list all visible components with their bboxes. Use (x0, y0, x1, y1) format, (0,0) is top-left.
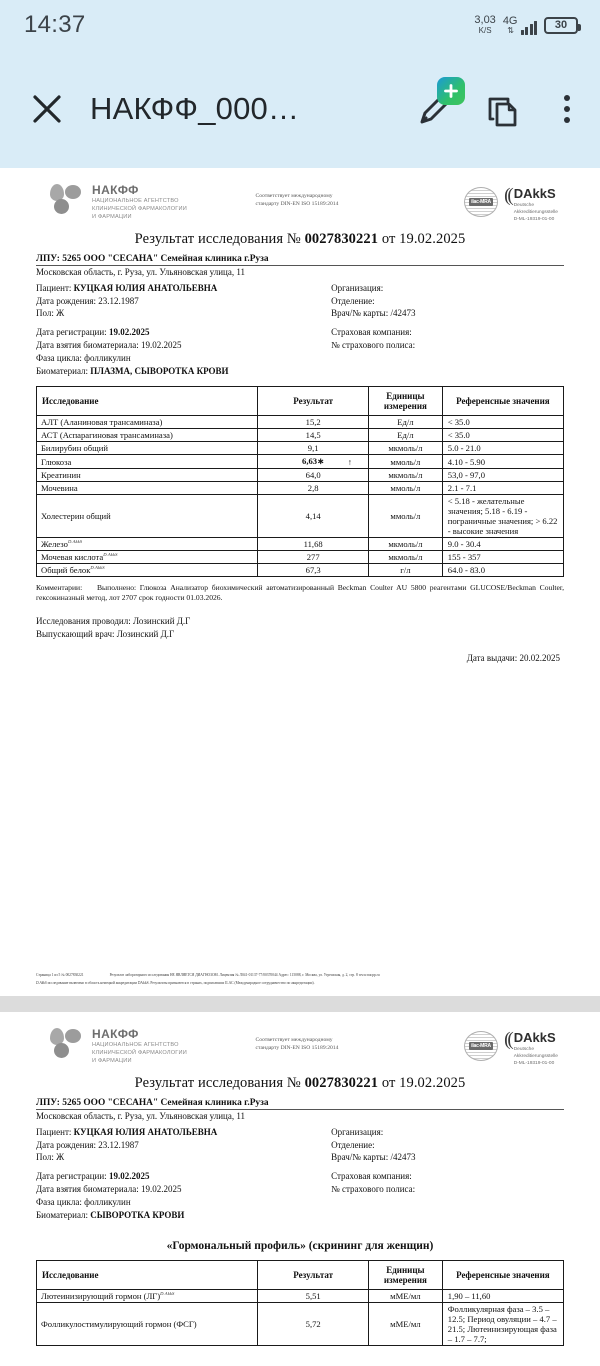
organization-row: Организация: (331, 282, 384, 293)
cell-study: АЛТ (Аланиновая трансаминаза) (37, 416, 258, 429)
document-viewer[interactable] (0, 168, 600, 1366)
dakks-sub-2: Akkreditierungsstelle (513, 210, 558, 216)
patient-row-2 (36, 1126, 321, 1139)
insurance-company-row: Страховая компания: (331, 327, 412, 338)
nakff-logo-icon (50, 184, 84, 214)
edit-button[interactable] (416, 89, 456, 129)
brand-subtitle-2: КЛИНИЧЕСКОЙ ФАРМАКОЛОГИИ (92, 206, 187, 213)
performers-block (36, 615, 564, 642)
cell-unit: мкмоль/л (369, 442, 443, 455)
cell-unit: ммоль/л (369, 482, 443, 495)
comments-label: Комментарии: (36, 583, 83, 593)
header-units-line-2-p2: измерения (383, 1275, 427, 1286)
network-type-label: 4G (502, 14, 518, 27)
birth-value-2: 23.12.1987 (98, 1139, 139, 1150)
sampling-row (36, 339, 321, 352)
cell-study: Глюкоза (37, 455, 258, 469)
department-row: Отделение: (331, 295, 375, 306)
network-speed-indicator (474, 15, 495, 35)
dakks-superscript: D.AkkS (90, 565, 105, 571)
birth-label-2: Дата рождения: (36, 1139, 97, 1150)
table-row (37, 538, 564, 551)
standard-note-line-1-p2: Соответствует международному (255, 1037, 333, 1043)
sex-label: Пол: (36, 308, 54, 319)
cell-reference: 1,90 – 11,60 (442, 1290, 563, 1303)
dakks-superscript: D.AkkS (160, 1291, 175, 1297)
cell-result: 67,3 (258, 564, 369, 577)
table-row (37, 442, 564, 455)
battery-level: 30 (554, 19, 568, 31)
cycle-phase-value-2: фолликулин (84, 1197, 131, 1208)
table-row (37, 495, 564, 538)
patient-info-right (321, 282, 564, 379)
sex-row (36, 307, 321, 320)
sampling-label: Дата взятия биоматериала: (36, 340, 139, 351)
brand-name-2: НАКФФ (92, 1027, 139, 1041)
department-row-2: Отделение: (331, 1139, 375, 1150)
dakks-logo-2 (504, 1031, 558, 1068)
signal-bars-icon (521, 21, 538, 35)
header-units-line-1: Единицы (386, 391, 425, 402)
table-row (37, 564, 564, 577)
page-header-2 (36, 1026, 564, 1068)
brand-subtitle-2-p2: КЛИНИЧЕСКОЙ ФАРМАКОЛОГИИ (92, 1050, 187, 1057)
data-arrows-icon: ⇅ (507, 25, 513, 35)
accreditation-marks (464, 187, 558, 224)
cell-reference: Фолликулярная фаза – 3.5 – 12.5; Период овуляции – 4.7 – 21.5; Лютеинизирующая фаза – 1.7 – 7.7; (442, 1303, 563, 1346)
cell-result: 5,72 (258, 1303, 369, 1346)
network-speed-value: 3,03 (474, 14, 496, 26)
insurance-company-row-2: Страховая компания: (331, 1171, 412, 1182)
biomaterial-label: Биоматериал: (36, 366, 89, 377)
cell-result: 277 (258, 551, 369, 564)
cell-study: Общий белок$^{D.AkkS}$ (37, 564, 258, 577)
report-title-suffix: от 19.02.2025 (381, 230, 466, 247)
copy-button[interactable] (484, 89, 524, 129)
document-page-2 (0, 1012, 600, 1366)
dakks-sub-3: D-ML-19319-01-00 (513, 217, 555, 223)
cell-study: Мочевина (37, 482, 258, 495)
insurance-policy-row: № страхового полиса: (331, 340, 416, 351)
cell-study: Креатинин (37, 469, 258, 482)
cell-result: 4,14 (258, 495, 369, 538)
cell-result: 5,51 (258, 1290, 369, 1303)
cell-reference: 53,0 - 97,0 (442, 469, 563, 482)
patient-info-block-2 (36, 1126, 564, 1223)
ilac-mra-label: ilac-MRA (471, 199, 491, 205)
cell-unit: ммоль/л (369, 455, 443, 469)
cell-reference: 64.0 - 83.0 (442, 564, 563, 577)
performed-by: Исследования проводил: Лозинский Д.Г (36, 615, 191, 626)
ilac-mra-icon (464, 187, 498, 217)
standard-compliance-note (256, 192, 396, 209)
close-icon[interactable] (28, 90, 66, 128)
cell-unit: мкмоль/л (369, 469, 443, 482)
patient-info-right-2 (321, 1126, 564, 1223)
cell-reference: 4.10 - 5.90 (442, 455, 563, 469)
patient-value-2: КУЦКАЯ ЮЛИЯ АНАТОЛЬЕВНА (73, 1126, 218, 1137)
cell-reference: 5.0 - 21.0 (442, 442, 563, 455)
doctor-card-row: Врач/№ карты: /42473 (331, 308, 416, 319)
brand-name: НАКФФ (92, 183, 139, 197)
cell-unit: мкмоль/л (369, 551, 443, 564)
cell-study: Холестерин общий (37, 495, 258, 538)
cell-reference: < 35.0 (442, 416, 563, 429)
sampling-row-2 (36, 1183, 321, 1196)
brand-subtitle-3: И ФАРМАЦИИ (92, 213, 132, 220)
patient-row (36, 282, 321, 295)
sex-value: Ж (56, 308, 65, 319)
table-row (37, 469, 564, 482)
cell-study: Фолликулостимулирующий гормон (ФСГ) (37, 1303, 258, 1346)
sex-label-2: Пол: (36, 1152, 54, 1163)
cell-unit: мМЕ/мл (369, 1290, 443, 1303)
cell-reference: 9.0 - 30.4 (442, 538, 563, 551)
registration-label: Дата регистрации: (36, 327, 107, 338)
footer-page-number: Страница 1 из 5 № 0027830221 (36, 973, 84, 978)
brand-subtitle-3-p2: И ФАРМАЦИИ (92, 1057, 132, 1064)
cell-reference: 155 - 357 (442, 551, 563, 564)
cell-unit: Ед/л (369, 416, 443, 429)
cell-unit: г/л (369, 564, 443, 577)
nakff-logo-2 (50, 1028, 187, 1066)
biomaterial-label-2: Биоматериал: (36, 1210, 89, 1221)
cell-reference: 2.1 - 7.1 (442, 482, 563, 495)
report-title-2 (36, 1075, 564, 1092)
cell-study: Железо$^{D.AkkS}$ (37, 538, 258, 551)
cell-unit: мкмоль/л (369, 538, 443, 551)
results-table-body-2 (37, 1290, 564, 1346)
patient-info-left (36, 282, 321, 379)
cell-result: 14,5 (258, 429, 369, 442)
dakks-sub-2-p2: Akkreditierungsstelle (513, 1054, 558, 1060)
cell-result: 2,8 (258, 482, 369, 495)
brand-subtitle-1: НАЦИОНАЛЬНОЕ АГЕНТСТВО (92, 198, 179, 205)
cell-reference: < 35.0 (442, 429, 563, 442)
sampling-label-2: Дата взятия биоматериала: (36, 1184, 139, 1195)
results-table-body-1 (37, 416, 564, 577)
cell-result: 9,1 (258, 442, 369, 455)
cycle-phase-row (36, 352, 321, 365)
add-badge-icon (437, 77, 465, 105)
birth-row (36, 295, 321, 308)
header-result-2: Результат (258, 1261, 369, 1290)
copy-icon (484, 89, 524, 129)
organization-row-2: Организация: (331, 1126, 384, 1137)
sex-row-2 (36, 1151, 321, 1164)
registration-row (36, 326, 321, 339)
issue-date: Дата выдачи: 20.02.2025 (466, 652, 560, 663)
cell-study: Лютеинизирующий гормон (ЛГ)$^{D.AkkS}$ (37, 1290, 258, 1303)
header-units-line-2: измерения (383, 401, 427, 412)
nakff-logo (50, 184, 187, 222)
table-row (37, 416, 564, 429)
registration-label-2: Дата регистрации: (36, 1171, 107, 1182)
header-units-line-1-p2: Единицы (386, 1265, 425, 1276)
header-units (369, 387, 443, 416)
nakff-logo-icon-2 (50, 1028, 84, 1058)
standard-note-line-2-p2: стандарту DIN-EN ISO 15189:2014 (255, 1045, 339, 1052)
ilac-mra-label-2: ilac-MRA (471, 1043, 491, 1049)
toolbar-actions (416, 89, 582, 129)
cell-study: АСТ (Аспарагиновая трансаминаза) (37, 429, 258, 442)
cell-reference: < 5.18 - желательные значения; 5.18 - 6.19 - пограничные значения; > 6.22 - высокие значения (442, 495, 563, 538)
status-clock: 14:37 (24, 11, 86, 38)
standard-note-line-1: Соответствует международному (255, 193, 333, 199)
cell-study: Мочевая кислота$^{D.AkkS}$ (37, 551, 258, 564)
dakks-logo (504, 187, 558, 224)
table-row (37, 455, 564, 469)
report-title-suffix-2: от 19.02.2025 (381, 1074, 466, 1091)
header-reference-2: Референсные значения (442, 1261, 563, 1290)
header-result: Результат (258, 387, 369, 416)
page-header (36, 182, 564, 224)
table-row (37, 1290, 564, 1303)
results-table-page-1 (36, 386, 564, 577)
status-bar (0, 0, 600, 50)
more-options-button[interactable] (552, 95, 582, 123)
cell-unit: мМЕ/мл (369, 1303, 443, 1346)
page-footer-1 (36, 972, 564, 986)
table-header-row (37, 387, 564, 416)
cycle-phase-row-2 (36, 1196, 321, 1209)
cell-study: Билирубин общий (37, 442, 258, 455)
cycle-phase-label: Фаза цикла: (36, 353, 82, 364)
footer-note: исследование включено в область немецкой аккредитации DAkkS. Результаты признаются в странах, подписавших ILAC (Международное сотрудничество по аккредитации). (47, 980, 315, 985)
registration-row-2 (36, 1170, 321, 1183)
cell-unit: ммоль/л (369, 495, 443, 538)
table-row (37, 429, 564, 442)
dakks-arcs-icon: (( (504, 185, 511, 206)
arrow-up-icon: ↑ (347, 456, 352, 467)
table-row (37, 551, 564, 564)
header-study: Исследование (37, 387, 258, 416)
dakks-name-2: DAkkS (513, 1030, 556, 1045)
table-row (37, 482, 564, 495)
cell-unit: Ед/л (369, 429, 443, 442)
dakks-sub-1: Deutsche (513, 203, 534, 208)
dakks-superscript: D.AkkS (67, 539, 83, 545)
dakks-superscript: D.AkkS (103, 552, 118, 558)
network-speed-unit: K/S (478, 26, 492, 35)
cell-result: 15,2 (258, 416, 369, 429)
released-by: Выпускающий врач: Лозинский Д.Г (36, 629, 175, 640)
doctor-card-row-2: Врач/№ карты: /42473 (331, 1152, 416, 1163)
cell-result: 6,63∗ ↑ (258, 455, 369, 469)
dakks-arcs-icon-2: (( (504, 1029, 511, 1050)
table-row (37, 1303, 564, 1346)
footer-disclaimer: Результат лабораторного исследования НЕ ЯВЛЯЕТСЯ ДИАГНОЗОМ. Лицензия № Л041-01137-77/00370044 Адрес: 115088, г. Москва, ул. Угрешская, д. 2, стр. 8 www.nacpp.ru (109, 973, 380, 978)
sampling-value-2: 19.02.2025 (140, 1184, 182, 1195)
report-number-2: 0027830221 (304, 1074, 379, 1091)
header-study-2: Исследование (37, 1261, 258, 1290)
biomaterial-value-2: СЫВОРОТКА КРОВИ (90, 1210, 185, 1221)
dakks-sub-1-p2: Deutsche (513, 1047, 534, 1052)
cell-result: 64,0 (258, 469, 369, 482)
battery-icon (544, 17, 578, 34)
document-page-1 (0, 168, 600, 996)
birth-label: Дата рождения: (36, 295, 97, 306)
insurance-policy-row-2: № страхового полиса: (331, 1184, 416, 1195)
app-bar (0, 0, 600, 168)
standard-note-line-2: стандарту DIN-EN ISO 15189:2014 (255, 201, 339, 208)
birth-value: 23.12.1987 (98, 295, 139, 306)
report-number: 0027830221 (304, 230, 379, 247)
header-reference: Референсные значения (442, 387, 563, 416)
comments-block (36, 583, 564, 604)
sex-value-2: Ж (56, 1152, 65, 1163)
clinic-address-2: Московская область, г. Руза, ул. Ульяновская улица, 11 (36, 1110, 246, 1121)
cycle-phase-label-2: Фаза цикла: (36, 1197, 82, 1208)
cell-result: 11,68 (258, 538, 369, 551)
footer-note-superscript: D.AkkS (36, 980, 47, 985)
comments-text: Выполнено: Глюкоза Анализатор биохимический автоматизированный Beckman Coulter AU 5800 реагентами GLUCOSE/Beckman Coulter, гексокиназный метод, лот 2707 срок годности 01.03.2026. (36, 583, 565, 603)
brand-subtitle-1-p2: НАЦИОНАЛЬНОЕ АГЕНТСТВО (92, 1042, 179, 1049)
hormone-profile-title: «Гормональный профиль» (скрининг для женщин) (166, 1240, 434, 1253)
sampling-value: 19.02.2025 (140, 340, 182, 351)
results-table-page-2 (36, 1260, 564, 1346)
dakks-name: DAkkS (513, 186, 556, 201)
patient-info-block (36, 282, 564, 379)
biomaterial-row (36, 365, 321, 378)
clinic-address: Московская область, г. Руза, ул. Ульяновская улица, 11 (36, 266, 246, 277)
clinic-name-2: ЛПУ: 5265 ООО "СЕСАНА" Семейная клиника г.Руза (36, 1098, 564, 1110)
registration-value: 19.02.2025 (108, 327, 150, 338)
accreditation-marks-2 (464, 1031, 558, 1068)
standard-compliance-note-2 (256, 1036, 396, 1053)
registration-value-2: 19.02.2025 (108, 1171, 150, 1182)
biomaterial-row-2 (36, 1209, 321, 1222)
page-separator (0, 996, 600, 1012)
header-units-2 (369, 1261, 443, 1290)
report-title-prefix: Результат исследования № (134, 230, 301, 247)
app-toolbar (0, 50, 600, 168)
ilac-mra-icon-2 (464, 1031, 498, 1061)
patient-value: КУЦКАЯ ЮЛИЯ АНАТОЛЬЕВНА (73, 282, 218, 293)
patient-info-left-2 (36, 1126, 321, 1223)
report-title (36, 231, 564, 248)
signal-icon (503, 16, 537, 35)
biomaterial-value: ПЛАЗМА, СЫВОРОТКА КРОВИ (90, 366, 229, 377)
status-indicators (474, 15, 578, 35)
report-title-prefix-2: Результат исследования № (134, 1074, 301, 1091)
birth-row-2 (36, 1139, 321, 1152)
document-title: НАКФФ_000… (90, 91, 300, 126)
table-header-row-2 (37, 1261, 564, 1290)
clinic-name: ЛПУ: 5265 ООО "СЕСАНА" Семейная клиника г.Руза (36, 254, 564, 266)
dakks-sub-3-p2: D-ML-19319-01-00 (513, 1061, 555, 1067)
patient-label-2: Пациент: (36, 1126, 72, 1137)
more-options-icon (564, 95, 570, 101)
patient-label: Пациент: (36, 282, 72, 293)
cycle-phase-value: фолликулин (84, 353, 131, 364)
